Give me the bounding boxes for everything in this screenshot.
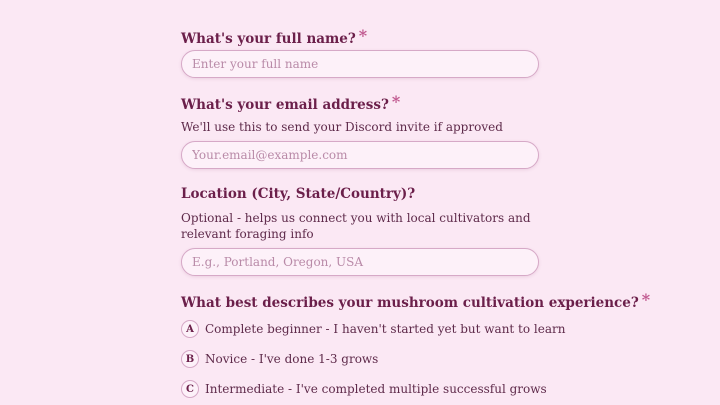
full-name-label: What's your full name?: [181, 31, 356, 47]
required-asterisk: *: [358, 26, 368, 45]
option-key-badge: A: [181, 320, 199, 338]
option-label: Novice - I've done 1-3 grows: [205, 352, 379, 366]
experience-option-a[interactable]: [181, 319, 565, 339]
experience-option-c[interactable]: [181, 379, 547, 399]
email-label: What's your email address?: [181, 97, 389, 113]
full-name-input[interactable]: [181, 50, 539, 78]
location-label: Location (City, State/Country)?: [181, 186, 416, 202]
experience-question: [181, 292, 650, 311]
option-key-badge: C: [181, 380, 199, 398]
option-label: Complete beginner - I haven't started yet but want to learn: [205, 322, 566, 336]
full-name-question: [181, 28, 367, 47]
experience-label: What best describes your mushroom cultivation experience?: [181, 295, 639, 311]
location-description: Optional - helps us connect you with local cultivators and relevant foraging info: [181, 211, 531, 241]
location-input[interactable]: [181, 248, 539, 276]
email-question: [181, 94, 400, 113]
option-label: Intermediate - I've completed multiple successful grows: [205, 382, 547, 396]
required-asterisk: *: [641, 290, 651, 309]
location-question: [181, 186, 415, 202]
required-asterisk: *: [391, 92, 401, 111]
option-key-badge: B: [181, 350, 199, 368]
email-input[interactable]: [181, 141, 539, 169]
experience-option-b[interactable]: [181, 349, 378, 369]
email-description: We'll use this to send your Discord invite if approved: [181, 120, 503, 134]
